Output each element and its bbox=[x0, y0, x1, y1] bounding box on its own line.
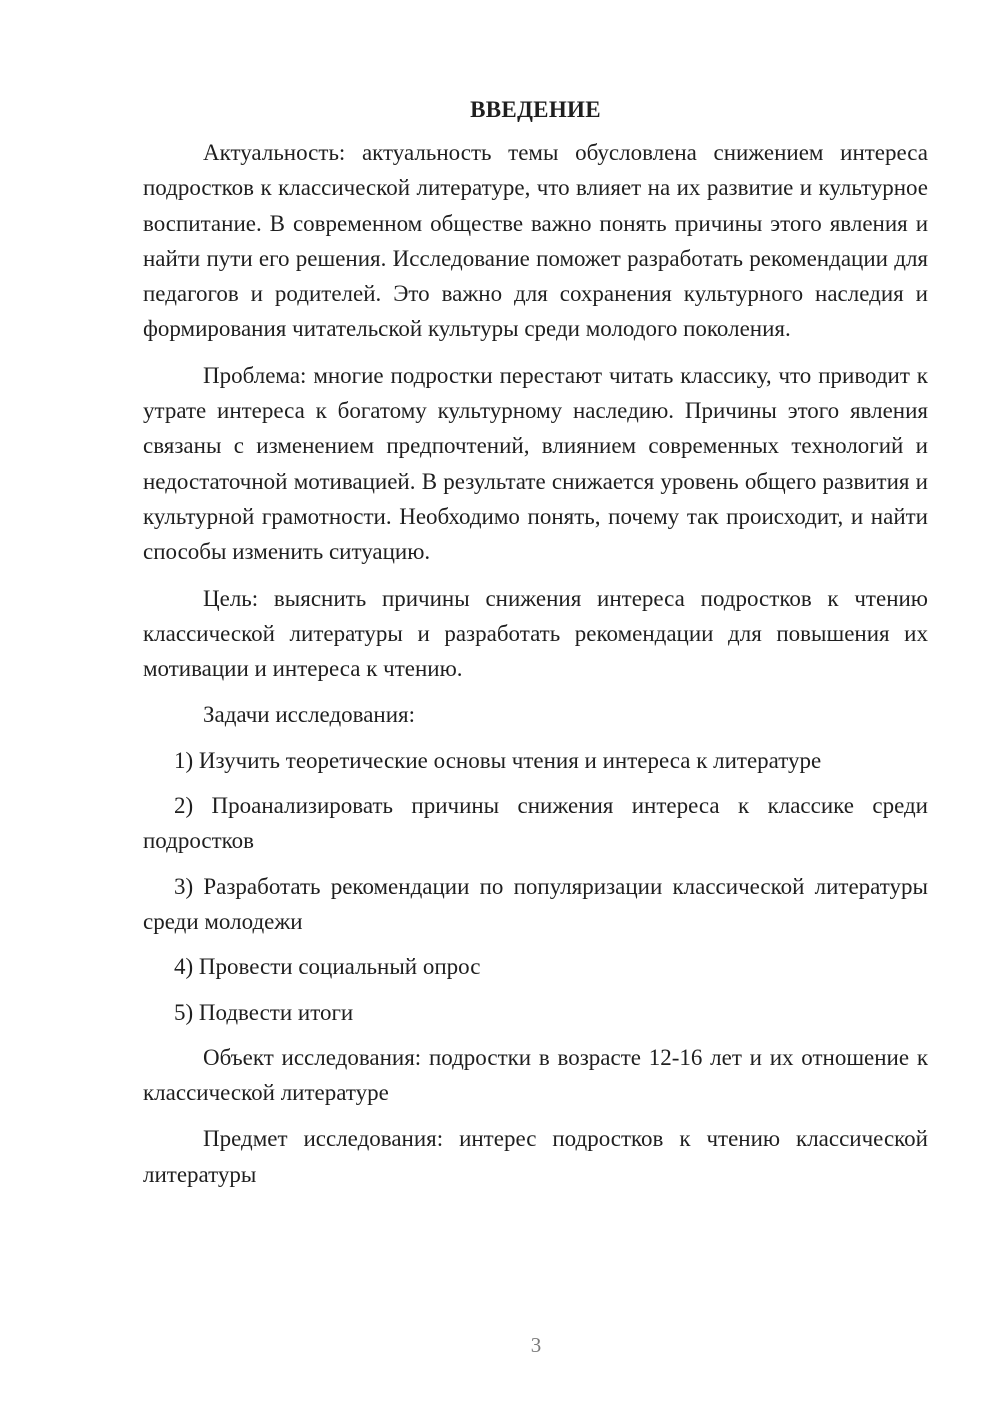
tasks-heading: Задачи исследования: bbox=[203, 702, 416, 728]
problem-paragraph: Проблема: многие подростки перестают читать классику, что приводит к утрате интереса к богатому культурному наследию. Причины этого явления связаны с изменением предпочтений, влиянием современных технологий и недостаточной мотивацией. В результате снижается уровень общего развития и культурной грамотности. Необходимо понять, почему так происходит, и найти способы изменить ситуацию. bbox=[143, 362, 928, 565]
object-paragraph: Объект исследования: подростки в возрасте 12-16 лет и их отношение к классической литературе bbox=[143, 1044, 928, 1106]
subject-paragraph: Предмет исследования: интерес подростков к чтению классической литературы bbox=[143, 1126, 928, 1187]
task-item-3: 3) Разработать рекомендации по популяризации классической литературы среди молодежи bbox=[143, 873, 928, 934]
section-title: ВВЕДЕНИЕ bbox=[470, 97, 601, 122]
goal-paragraph: Цель: выяснить причины снижения интереса подростков к чтению классической литературы и разработать рекомендации для повышения их мотивации и интереса к чтению. bbox=[143, 585, 928, 682]
document-page bbox=[143, 95, 928, 1203]
task-item-1: 1) Изучить теоретические основы чтения и интереса к литературе bbox=[174, 747, 822, 773]
task-item-4: 4) Провести социальный опрос bbox=[174, 954, 481, 980]
relevance-paragraph: Актуальность: актуальность темы обусловлена снижением интереса подростков к классической литературе, что влияет на их развитие и культурное воспитание. В современном обществе важно понять причины этого явления и найти пути его решения. Исследование поможет разработать рекомендации для педагогов и родителей. Это важно для сохранения культурного наследия и формирования читательской культуры среди молодого поколения. bbox=[143, 140, 928, 342]
page-number: 3 bbox=[530, 1333, 542, 1357]
task-item-2: 2) Проанализировать причины снижения интереса к классике среди подростков bbox=[143, 793, 928, 854]
task-item-5: 5) Подвести итоги bbox=[174, 999, 354, 1025]
